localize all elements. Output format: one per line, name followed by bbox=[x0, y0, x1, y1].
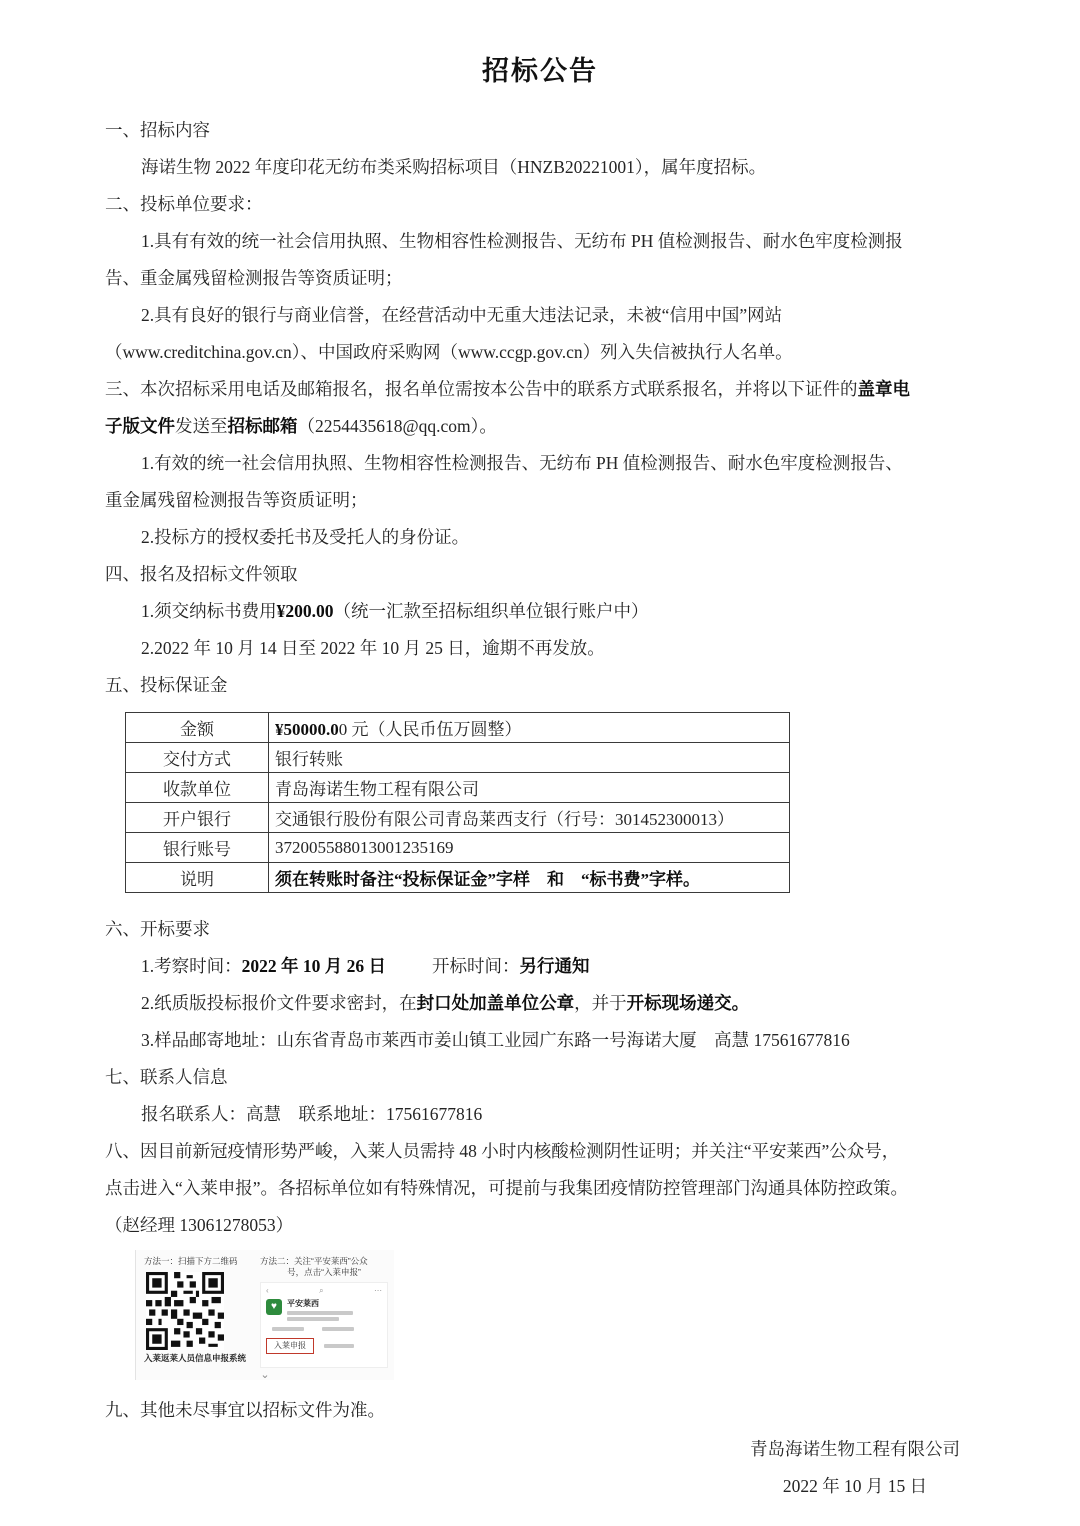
method-1-panel bbox=[136, 1250, 256, 1380]
signature-block bbox=[105, 1431, 975, 1505]
table-row-value: 372005588013001235169 bbox=[269, 833, 790, 863]
menu-placeholder bbox=[324, 1344, 354, 1348]
wechat-navbar bbox=[266, 1286, 382, 1296]
section-3-bold-stamp: 盖章电 bbox=[857, 379, 910, 399]
section-2-item-1-line-2: 告、重金属残留检测报告等资质证明； bbox=[105, 268, 403, 288]
account-links-row bbox=[266, 1327, 382, 1331]
section-2-item-1-line-1: 1.具有有效的统一社会信用执照、生物相容性检测报告、无纺布 PH 值检测报告、耐水色牢度检测报 bbox=[141, 231, 903, 251]
table-row-payment-method bbox=[126, 743, 790, 773]
section-8-line-1: 八、因目前新冠疫情形势严峻，入莱人员需持 48 小时内核酸检测阴性证明；并关注“平安莱西”公众号， bbox=[105, 1141, 900, 1161]
inspection-time-label: 1.考察时间： bbox=[141, 956, 242, 976]
section-1-heading: 一、招标内容 bbox=[105, 120, 210, 140]
table-row-label: 说明 bbox=[126, 863, 269, 893]
section-8-line-2: 点击进入“入莱申报”。各招标单位如有特殊情况，可提前与我集团疫情防控管理部门沟通具体防控政策。 bbox=[105, 1178, 909, 1198]
section-4-fee-text: 1.须交纳标书费用 bbox=[141, 601, 277, 621]
tender-email: （2254435618@qq.com）。 bbox=[297, 416, 497, 436]
section-4-item-1 bbox=[105, 593, 975, 630]
opening-time-value: 另行通知 bbox=[519, 956, 590, 976]
method-2-title-line-1: 方法二：关注“平安莱西”公众 bbox=[260, 1256, 368, 1266]
section-5-heading: 五、投标保证金 bbox=[105, 675, 228, 695]
deposit-table bbox=[125, 712, 790, 893]
section-3-bold-mailbox: 招标邮箱 bbox=[227, 416, 298, 436]
back-icon: ‹ bbox=[266, 1286, 269, 1295]
inspection-date: 2022 年 10 月 26 日 bbox=[241, 956, 386, 976]
transfer-note: 须在转账时备注“投标保证金”字样 和 “标书费”字样。 bbox=[275, 870, 700, 889]
table-row-label: 交付方式 bbox=[126, 743, 269, 773]
qr-code bbox=[146, 1272, 224, 1350]
official-account-row bbox=[266, 1299, 382, 1321]
deposit-amount: ¥50000.0 bbox=[275, 720, 339, 739]
section-7-heading: 七、联系人信息 bbox=[105, 1067, 228, 1087]
page-title: 招标公告 bbox=[482, 56, 598, 86]
table-row-label: 银行账号 bbox=[126, 833, 269, 863]
company-name: 青岛海诺生物工程有限公司 bbox=[750, 1439, 960, 1459]
account-name: 平安莱西 bbox=[287, 1299, 319, 1308]
method-2-title bbox=[260, 1256, 388, 1278]
account-description-placeholder bbox=[287, 1311, 353, 1315]
section-3-heading-line-2 bbox=[105, 408, 975, 445]
entry-declaration-guide-image bbox=[135, 1250, 394, 1380]
opening-time-label: 开标时间： bbox=[432, 956, 520, 976]
section-6-item-1 bbox=[105, 948, 975, 985]
table-row-bank bbox=[126, 803, 790, 833]
qr-caption: 入莱返莱人员信息申报系统 bbox=[144, 1353, 247, 1363]
table-row-label: 开户银行 bbox=[126, 803, 269, 833]
search-icon: ⌕ bbox=[319, 1286, 324, 1295]
fee-amount: ¥200.00 bbox=[276, 601, 334, 621]
entry-declaration-button: 入莱申报 bbox=[266, 1338, 314, 1354]
section-6-item-3: 3.样品邮寄地址：山东省青岛市莱西市姜山镇工业园广东路一号海诺大厦 高慧 17561677816 bbox=[141, 1030, 850, 1050]
table-row-value bbox=[269, 863, 790, 893]
seal-bold-2: 开标现场递交。 bbox=[626, 993, 750, 1013]
link-placeholder bbox=[322, 1327, 354, 1331]
account-description-placeholder bbox=[287, 1317, 339, 1321]
section-9-heading: 九、其他未尽事宜以招标文件为准。 bbox=[105, 1400, 385, 1420]
method-2-panel bbox=[256, 1250, 394, 1380]
section-6-item-2 bbox=[105, 985, 975, 1022]
announcement-date: 2022 年 10 月 15 日 bbox=[782, 1476, 928, 1496]
table-row-value bbox=[269, 713, 790, 743]
section-3-item-2: 2.投标方的授权委托书及受托人的身份证。 bbox=[141, 527, 470, 547]
seal-text-1: 2.纸质版投标报价文件要求密封，在 bbox=[141, 993, 417, 1013]
more-icon: ⋯ bbox=[374, 1286, 382, 1295]
seal-text-2: ，并于 bbox=[574, 993, 627, 1013]
pingan-laixi-logo-icon: ♥ bbox=[266, 1299, 282, 1315]
section-3-send-to: 发送至 bbox=[175, 416, 228, 436]
section-4-fee-note: （统一汇款至招标组织单位银行账户中） bbox=[333, 601, 649, 621]
table-row-account bbox=[126, 833, 790, 863]
account-info bbox=[287, 1299, 353, 1321]
table-row-value: 银行转账 bbox=[269, 743, 790, 773]
section-7-contact: 报名联系人：高慧 联系地址：17561677816 bbox=[141, 1104, 483, 1124]
table-row-label: 金额 bbox=[126, 713, 269, 743]
table-row-amount bbox=[126, 713, 790, 743]
section-3-text: 三、本次招标采用电话及邮箱报名，报名单位需按本公告中的联系方式联系报名，并将以下证件的 bbox=[105, 379, 858, 399]
signature-column bbox=[750, 1431, 960, 1505]
table-row-value: 青岛海诺生物工程有限公司 bbox=[269, 773, 790, 803]
apply-row bbox=[266, 1338, 382, 1354]
section-3-item-1-line-1: 1.有效的统一社会信用执照、生物相容性检测报告、无纺布 PH 值检测报告、耐水色牢度检测报告、 bbox=[141, 453, 903, 473]
section-3-bold-file: 子版文件 bbox=[105, 416, 175, 436]
section-1-paragraph: 海诺生物 2022 年度印花无纺布类采购招标项目（HNZB20221001），属年度招标。 bbox=[141, 157, 767, 177]
method-1-title: 方法一：扫描下方二维码 bbox=[144, 1256, 238, 1266]
chevron-down-icon: ⌄ bbox=[260, 1369, 270, 1381]
section-4-item-2: 2.2022 年 10 月 14 日至 2022 年 10 月 25 日，逾期不再发放。 bbox=[141, 638, 605, 658]
section-3-item-1-line-2: 重金属残留检测报告等资质证明； bbox=[105, 490, 368, 510]
section-2-item-2-line-1: 2.具有良好的银行与商业信誉，在经营活动中无重大违法记录，未被“信用中国”网站 bbox=[141, 305, 783, 325]
link-placeholder bbox=[272, 1327, 304, 1331]
section-2-heading: 二、投标单位要求： bbox=[105, 194, 263, 214]
deposit-table-wrapper bbox=[125, 712, 975, 893]
section-6-heading: 六、开标要求 bbox=[105, 919, 210, 939]
section-4-heading: 四、报名及招标文件领取 bbox=[105, 564, 298, 584]
section-8-line-3: （赵经理 13061278053） bbox=[105, 1215, 294, 1235]
wechat-screenshot bbox=[260, 1282, 388, 1368]
method-2-title-line-2: 号，点击“入莱申报” bbox=[287, 1267, 361, 1277]
deposit-amount-words: 0 元（人民币伍万圆整） bbox=[338, 720, 522, 739]
table-row-payee bbox=[126, 773, 790, 803]
table-row-label: 收款单位 bbox=[126, 773, 269, 803]
table-row-value: 交通银行股份有限公司青岛莱西支行（行号：301452300013） bbox=[269, 803, 790, 833]
qr-code-graphic bbox=[146, 1272, 224, 1350]
table-row-note bbox=[126, 863, 790, 893]
section-2-item-2-line-2: （www.creditchina.gov.cn）、中国政府采购网（www.ccgp.gov.cn）列入失信被执行人名单。 bbox=[105, 342, 793, 362]
section-3-heading-line-1 bbox=[105, 371, 975, 408]
seal-bold-1: 封口处加盖单位公章 bbox=[416, 993, 575, 1013]
